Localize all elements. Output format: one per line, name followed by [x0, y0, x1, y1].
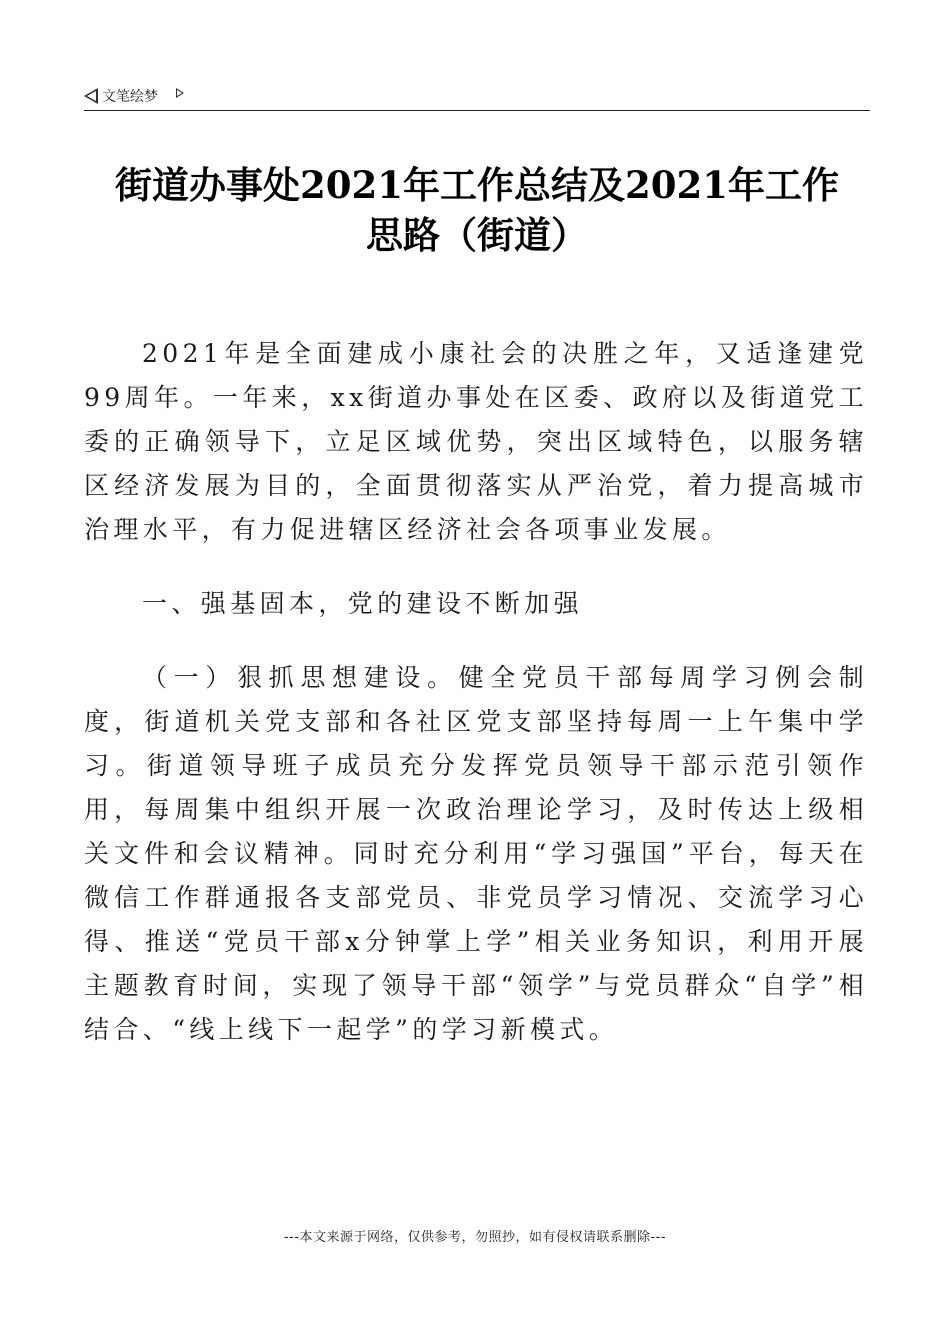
document-body [84, 332, 868, 1052]
footer-disclaimer: ---本文来源于网络，仅供参考，勿照抄，如有侵权请联系删除--- [283, 1230, 667, 1245]
triangle-right-icon [176, 88, 184, 98]
header-brand [84, 86, 184, 106]
title-line-1: 街道办事处2021年工作总结及2021年工作 [115, 163, 839, 207]
title-line-2: 思路（街道） [366, 213, 588, 257]
paragraph-intro: 2021年是全面建成小康社会的决胜之年，又适逢建党99周年。一年来，xx街道办事处在区委、政府以及街道党工委的正确领导下，立足区域优势，突出区域特色，以服务辖区经济发展为目的，全面贯彻落实从严治党，着力提高城市治理水平，有力促进辖区经济社会各项事业发展。 [84, 339, 868, 544]
document-title [84, 160, 870, 260]
header-label: 文笔绘梦 [102, 89, 158, 105]
triangle-left-icon [84, 88, 98, 104]
section-heading: 一、强基固本，党的建设不断加强 [142, 589, 584, 618]
paragraph-ideology: （一）狠抓思想建设。健全党员干部每周学习例会制度，街道机关党支部和各社区党支部坚持每周一上午集中学习。街道领导班子成员充分发挥党员领导干部示范引领作用，每周集中组织开展一次政治理论学习，及时传达上级相关文件和会议精神。同时充分利用“学习强国”平台，每天在微信工作群通报各支部党员、非党员学习情况、交流学习心得、推送“党员干部x分钟掌上学”相关业务知识，利用开展主题教育时间，实现了领导干部“领学”与党员群众“自学”相结合、“线上线下一起学”的学习新模式。 [84, 663, 868, 1044]
page-header [84, 84, 870, 111]
